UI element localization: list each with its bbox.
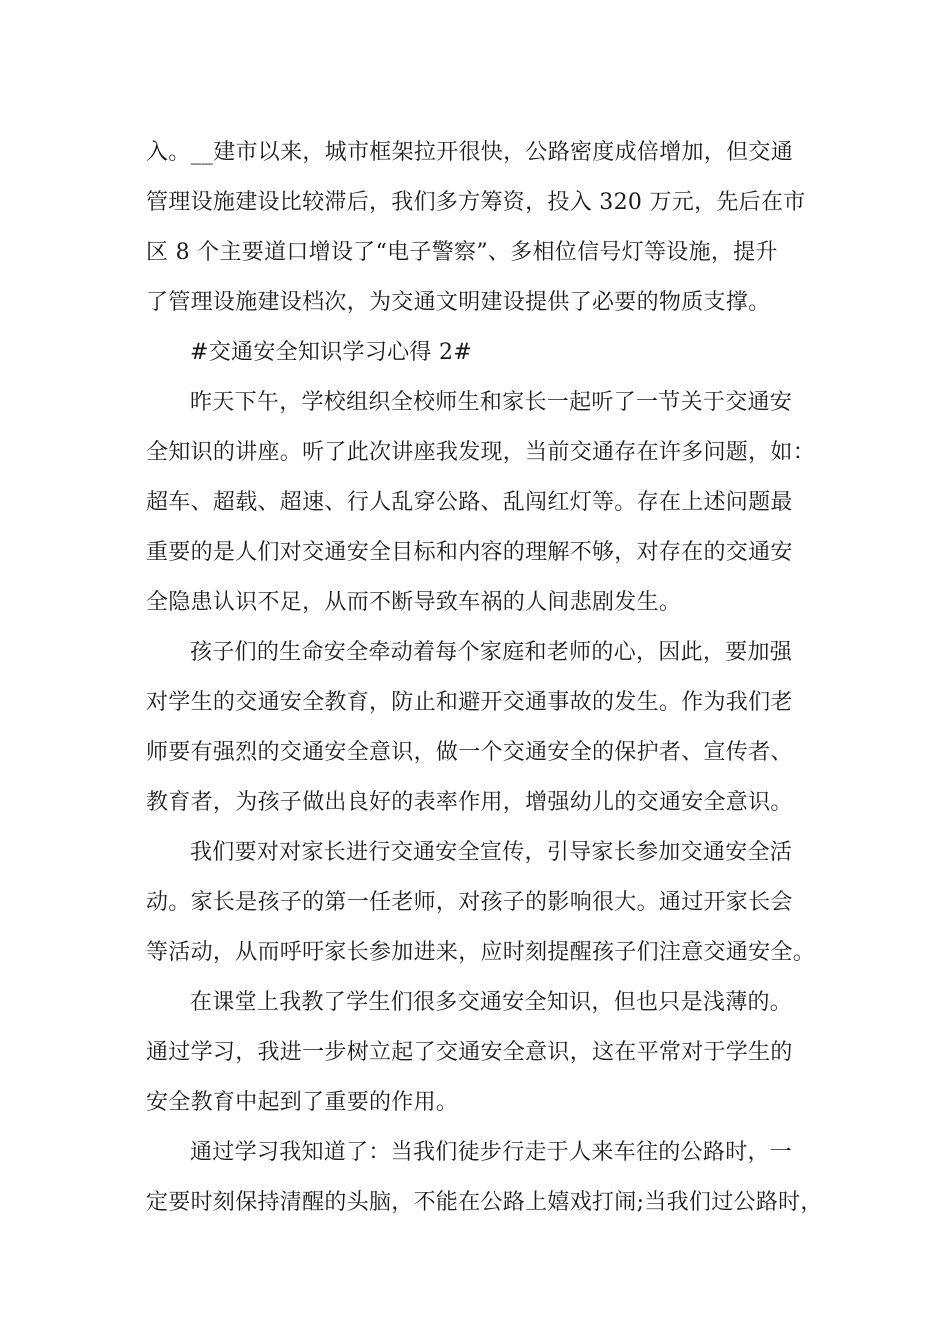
text-line: 在课堂上我教了学生们很多交通安全知识，但也只是浅薄的。 [190,990,793,1015]
text-line: 入。__建市以来，城市框架拉开很快，公路密度成倍增加，但交通 [146,140,794,165]
text-line: 通过学习，我进一步树立起了交通安全意识，这在平常对于学生的 [146,1040,793,1065]
text-line: 重要的是人们对交通安全目标和内容的理解不够，对存在的交通安 [146,540,793,565]
text-line: 全知识的讲座。听了此次讲座我发现，当前交通存在许多问题，如： [146,440,816,465]
text-line: 对学生的交通安全教育，防止和避开交通事故的发生。作为我们老 [146,690,793,715]
paragraph-learning [146,1128,826,1228]
paragraph-classroom [146,978,826,1128]
text-line: 孩子们的生命安全牵动着每个家庭和老师的心，因此，要加强 [190,640,793,665]
text-line: 动。家长是孩子的第一任老师，对孩子的影响很大。通过开家长会 [146,890,793,915]
text-line: 教育者，为孩子做出良好的表率作用，增强幼儿的交通安全意识。 [146,790,793,815]
paragraph-parents [146,828,826,978]
paragraph-lecture [146,378,826,628]
text-line: 师要有强烈的交通安全意识，做一个交通安全的保护者、宣传者、 [146,740,793,765]
paragraph-children-safety [146,628,826,828]
document-body [146,128,826,1228]
text-line: 安全教育中起到了重要的作用。 [146,1090,459,1115]
text-line: 区 8 个主要道口增设了“电子警察”、多相位信号灯等设施，提升 [146,240,778,265]
text-line: 我们要对对家长进行交通安全宣传，引导家长参加交通安全活 [190,840,793,865]
text-line: 昨天下午，学校组织全校师生和家长一起听了一节关于交通安 [190,390,793,415]
section-heading [146,328,826,378]
heading-text: #交通安全知识学习心得 2# [190,340,473,365]
text-line: 了管理设施建设档次，为交通文明建设提供了必要的物质支撑。 [146,290,771,315]
text-line: 等活动，从而呼吁家长参加进来，应时刻提醒孩子们注意交通安全。 [146,940,816,965]
text-line: 超车、超载、超速、行人乱穿公路、乱闯红灯等。存在上述问题最 [146,490,793,515]
paragraph-continuation [146,128,826,328]
text-line: 通过学习我知道了：当我们徒步行走于人来车往的公路时，一 [190,1140,793,1165]
text-line: 定要时刻保持清醒的头脑，不能在公路上嬉戏打闹;当我们过公路时， [146,1190,823,1215]
text-line: 管理设施建设比较滞后，我们多方筹资，投入 320 万元，先后在市 [146,190,806,215]
text-line: 全隐患认识不足，从而不断导致车祸的人间悲剧发生。 [146,590,682,615]
